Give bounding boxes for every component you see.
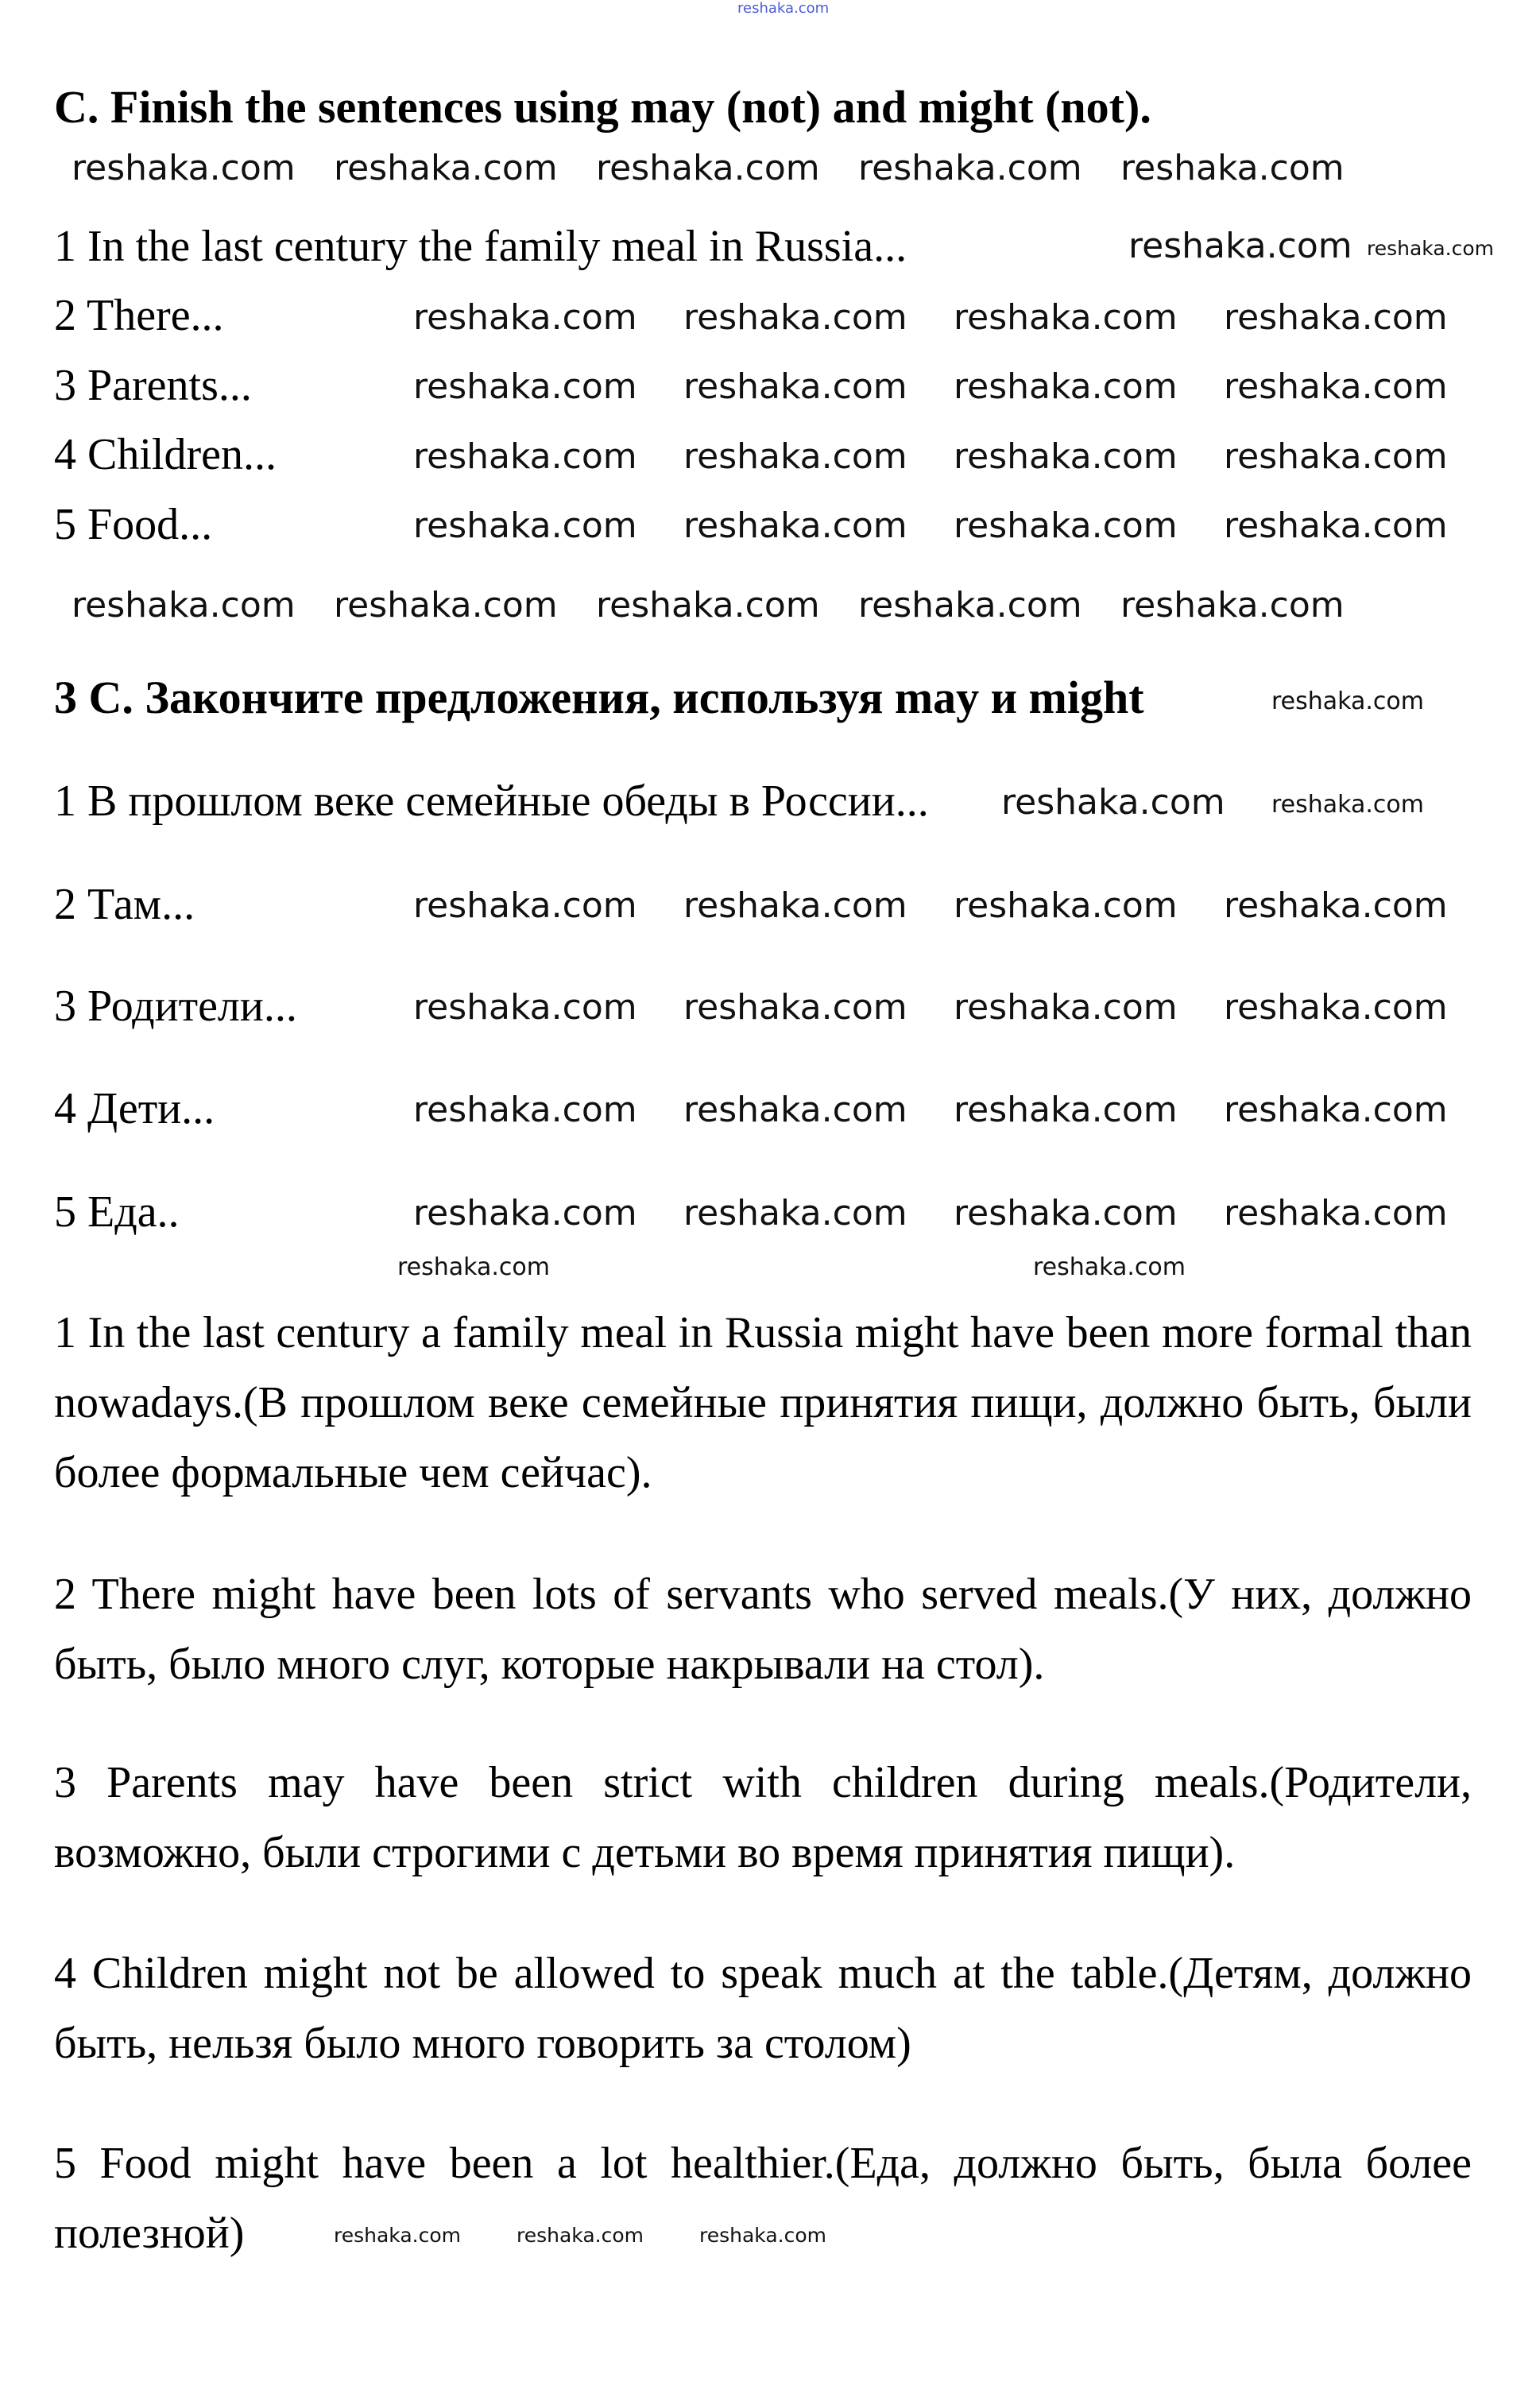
task-item: 2 There... — [54, 291, 224, 340]
task-title: C. Finish the sentences using may (not) and might (not). — [54, 81, 1151, 133]
task-ru-item: 5 Еда.. — [54, 1187, 180, 1237]
watermark: reshaka.com — [1224, 1193, 1448, 1233]
watermark: reshaka.com — [413, 987, 637, 1028]
answer-paragraph: 5 Food might have been a lot healthier.(Еда, должно быть, была более полезной) — [54, 2139, 1472, 2258]
watermark: reshaka.com — [1120, 585, 1345, 625]
task-ru-item: 1 В прошлом веке семейные обеды в России... — [54, 776, 929, 826]
task-ru-item: 2 Там... — [54, 880, 195, 929]
watermark: reshaka.com — [954, 297, 1178, 338]
watermark: reshaka.com — [1224, 297, 1448, 338]
watermark: reshaka.com — [596, 148, 820, 188]
watermark: reshaka.com — [1224, 1090, 1448, 1130]
task-item: 4 Children... — [54, 430, 277, 479]
watermark: reshaka.com — [683, 436, 907, 477]
watermark: reshaka.com — [72, 585, 296, 625]
watermark: reshaka.com — [1033, 1253, 1186, 1281]
watermark: reshaka.com — [858, 148, 1082, 188]
watermark: reshaka.com — [1120, 148, 1345, 188]
task-item: 3 Parents... — [54, 361, 252, 410]
watermark: reshaka.com — [1224, 885, 1448, 926]
watermark: reshaka.com — [858, 585, 1082, 625]
watermark: reshaka.com — [1271, 791, 1424, 819]
watermark: reshaka.com — [1367, 237, 1494, 260]
watermark: reshaka.com — [413, 1090, 637, 1130]
watermark: reshaka.com — [397, 1253, 550, 1281]
watermark: reshaka.com — [1224, 505, 1448, 546]
watermark: reshaka.com — [683, 505, 907, 546]
watermark: reshaka.com — [1224, 366, 1448, 407]
watermark: reshaka.com — [72, 148, 296, 188]
watermark: reshaka.com — [334, 148, 558, 188]
watermark: reshaka.com — [954, 366, 1178, 407]
watermark: reshaka.com — [954, 505, 1178, 546]
watermark: reshaka.com — [1001, 782, 1225, 823]
answer-paragraph: 1 In the last century a family meal in Russia might have been more formal than nowadays.(В прошлом веке семейные принятия пищи, должно быть, были более формальные чем сейчас). — [54, 1308, 1472, 1497]
watermark: reshaka.com — [683, 297, 907, 338]
watermark: reshaka.com — [596, 585, 820, 625]
watermark: reshaka.com — [683, 885, 907, 926]
watermark: reshaka.com — [683, 366, 907, 407]
watermark: reshaka.com — [517, 2224, 644, 2247]
task-item: 5 Food... — [54, 500, 213, 549]
watermark: reshaka.com — [1224, 987, 1448, 1028]
task-ru-item: 4 Дети... — [54, 1084, 215, 1133]
watermark: reshaka.com — [683, 1193, 907, 1233]
watermark: reshaka.com — [954, 436, 1178, 477]
watermark: reshaka.com — [413, 366, 637, 407]
watermark: reshaka.com — [334, 585, 558, 625]
watermark: reshaka.com — [699, 2224, 826, 2247]
watermark: reshaka.com — [683, 987, 907, 1028]
header-watermark: reshaka.com — [737, 0, 830, 17]
task-ru-item: 3 Родители... — [54, 982, 297, 1031]
watermark: reshaka.com — [413, 297, 637, 338]
watermark: reshaka.com — [683, 1090, 907, 1130]
watermark: reshaka.com — [413, 436, 637, 477]
watermark: reshaka.com — [954, 885, 1178, 926]
watermark: reshaka.com — [413, 885, 637, 926]
watermark: reshaka.com — [1128, 226, 1352, 266]
answer-paragraph: 3 Parents may have been strict with children during meals.(Родители, возможно, были строгими с детьми во время принятия пищи). — [54, 1758, 1472, 1877]
answer-paragraph: 4 Children might not be allowed to speak much at the table.(Детям, должно быть, нельзя было много говорить за столом) — [54, 1949, 1472, 2068]
watermark: reshaka.com — [413, 1193, 637, 1233]
watermark: reshaka.com — [954, 1193, 1178, 1233]
watermark: reshaka.com — [954, 1090, 1178, 1130]
watermark: reshaka.com — [954, 987, 1178, 1028]
watermark: reshaka.com — [334, 2224, 461, 2247]
answer-paragraph: 2 There might have been lots of servants who served meals.(У них, должно быть, было много слуг, которые накрывали на стол). — [54, 1570, 1472, 1689]
task-item: 1 In the last century the family meal in Russia... — [54, 222, 907, 271]
watermark: reshaka.com — [1271, 687, 1424, 715]
watermark: reshaka.com — [1224, 436, 1448, 477]
watermark: reshaka.com — [413, 505, 637, 546]
task-ru-title: 3 C. Закончите предложения, используя may и might — [54, 672, 1144, 723]
